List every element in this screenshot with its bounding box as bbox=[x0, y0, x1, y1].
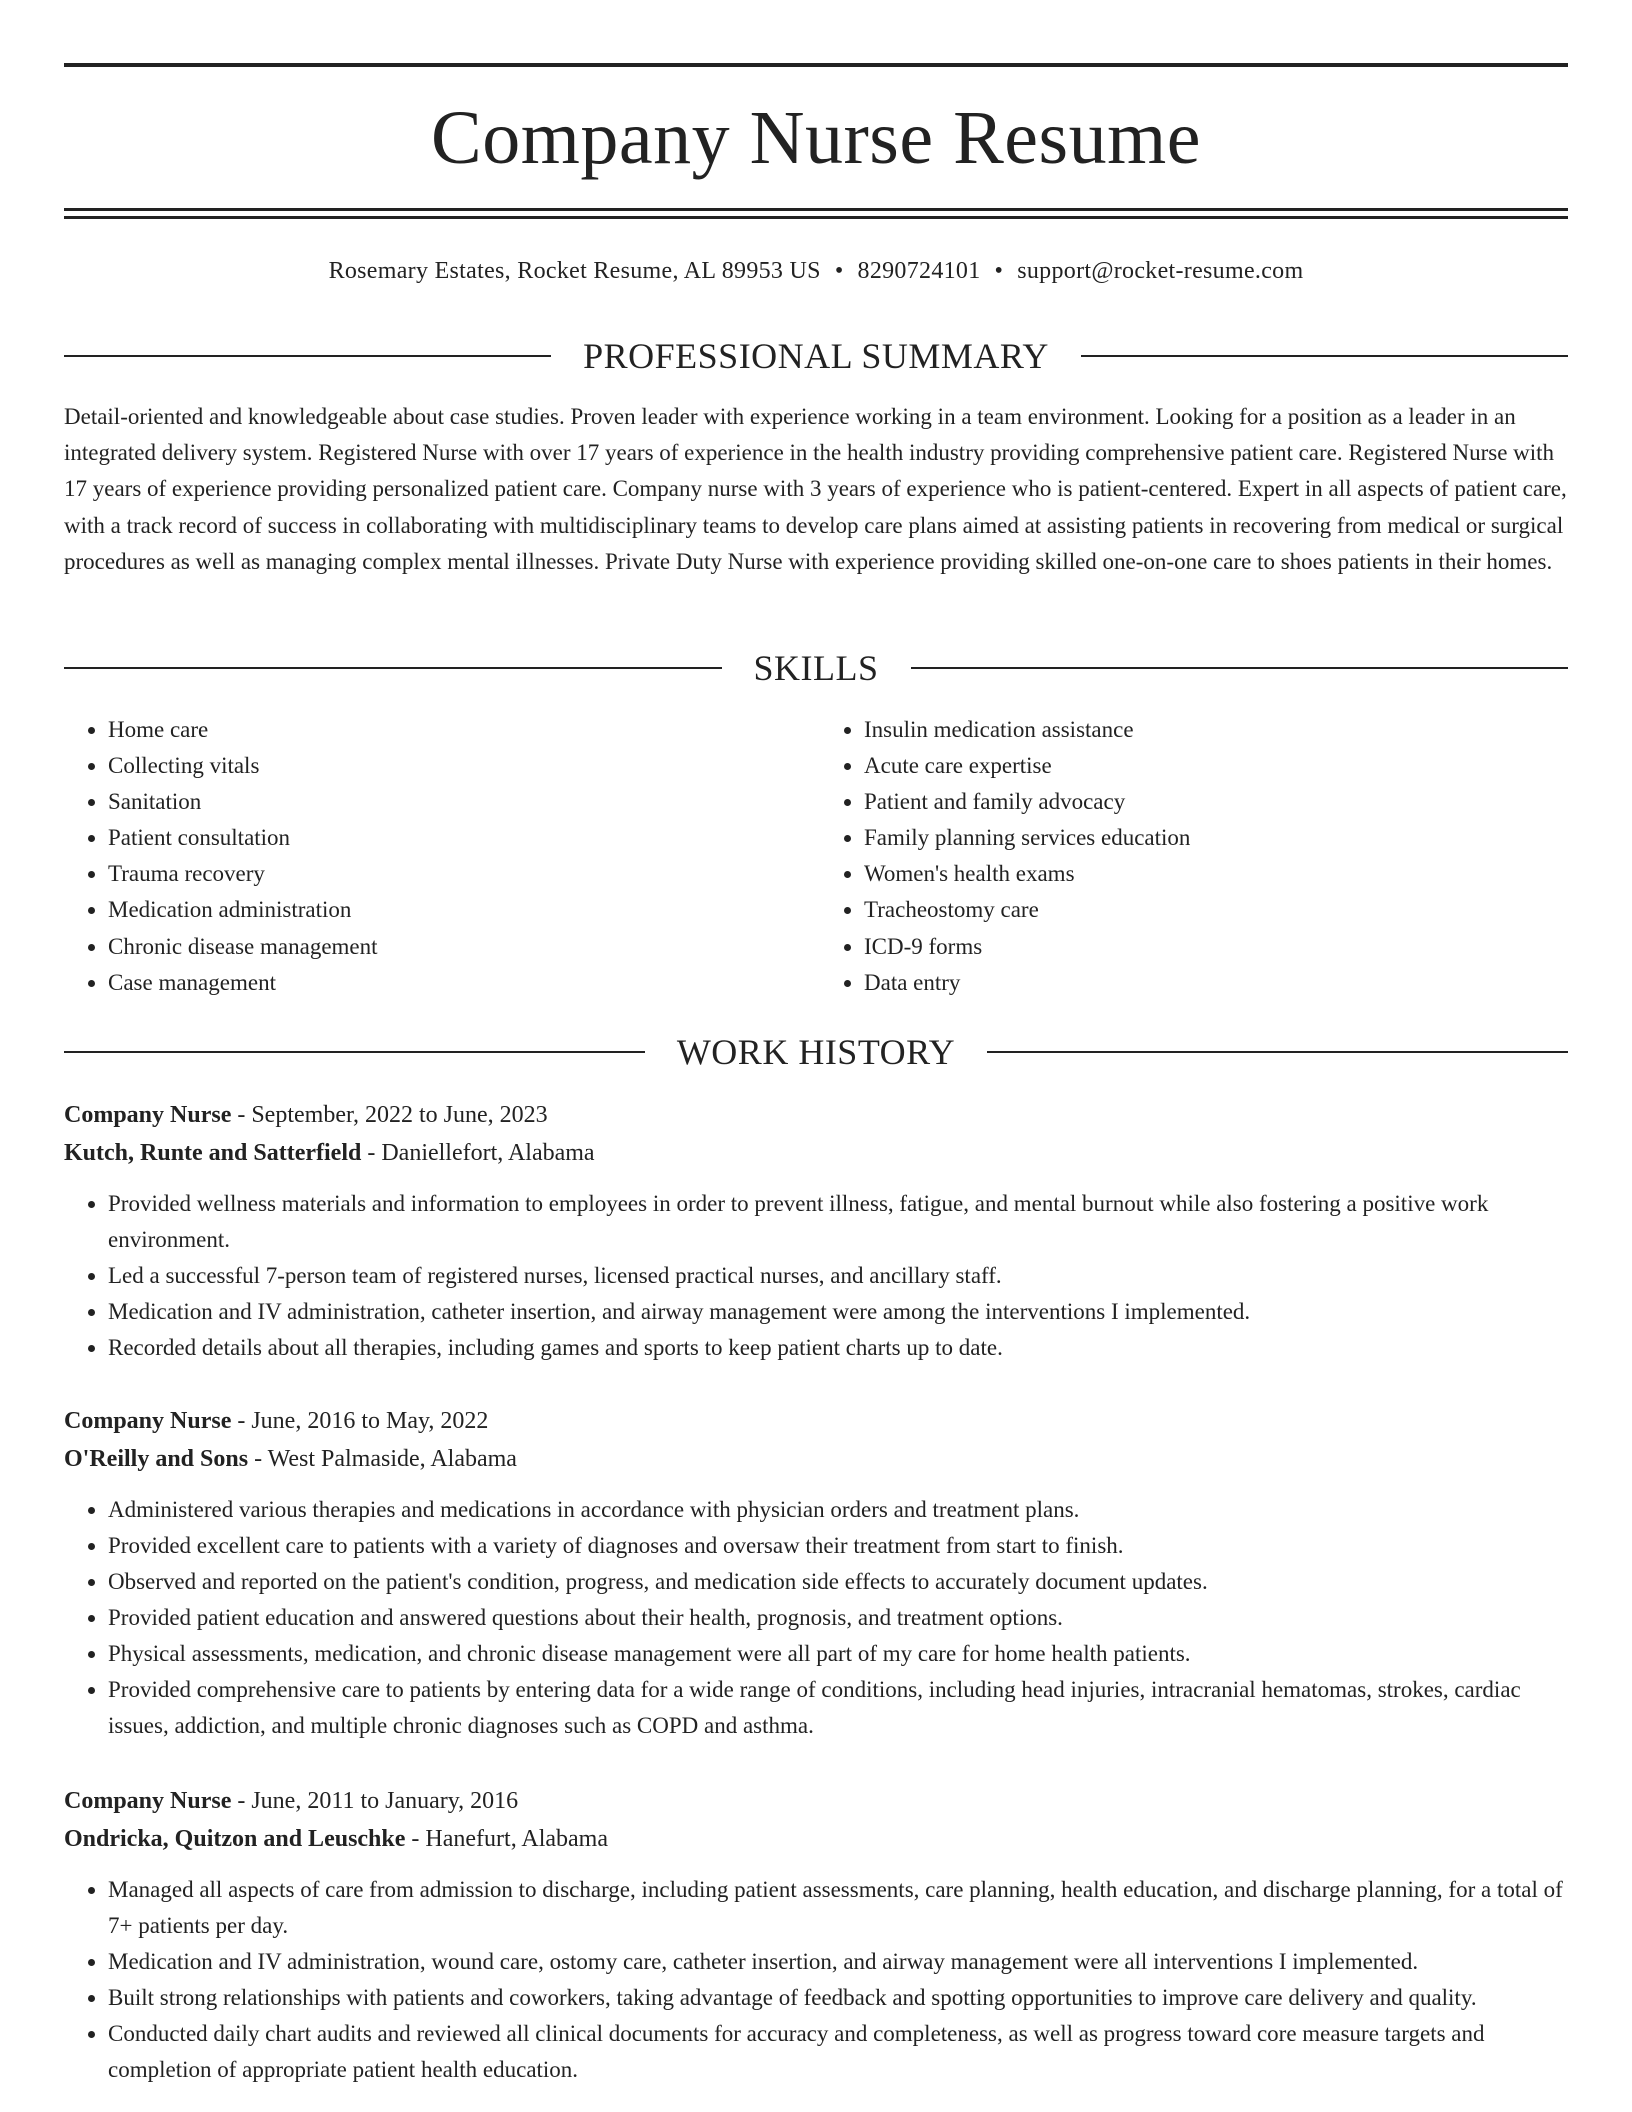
skills-column-right bbox=[806, 712, 1562, 1001]
skill-item: • Trauma recovery bbox=[108, 856, 806, 892]
contact-separator: • bbox=[834, 258, 844, 284]
skills-list bbox=[64, 712, 1568, 1001]
heading-rule-right bbox=[1081, 355, 1568, 357]
summary-section-heading bbox=[64, 334, 1568, 378]
job-bullet: • Provided wellness materials and information to employees in order to prevent illness, fatigue, and mental burnout while also fostering a positive work environment. bbox=[108, 1186, 1568, 1258]
summary-heading-label: PROFESSIONAL SUMMARY bbox=[583, 336, 1049, 376]
job-title-line bbox=[64, 1782, 1568, 1820]
contact-info bbox=[64, 254, 1568, 288]
resume-title: Company Nurse Resume bbox=[431, 96, 1201, 180]
job-title-line bbox=[64, 1096, 1568, 1134]
job-bullet: • Led a successful 7-person team of registered nurses, licensed practical nurses, and ancillary staff. bbox=[108, 1258, 1568, 1294]
job-company: Ondricka, Quitzon and Leuschke bbox=[64, 1826, 406, 1852]
job-dates: - June, 2011 to January, 2016 bbox=[231, 1788, 519, 1814]
skill-item: • Sanitation bbox=[108, 784, 806, 820]
job-bullet: • Recorded details about all therapies, including games and sports to keep patient charts up to date. bbox=[108, 1330, 1568, 1366]
skill-item: • ICD-9 forms bbox=[864, 929, 1562, 965]
job-company-line bbox=[64, 1820, 1568, 1858]
job-bullet: • Medication and IV administration, wound care, ostomy care, catheter insertion, and airway management were all interventions I implemented. bbox=[108, 1944, 1568, 1980]
heading-rule-right bbox=[911, 667, 1569, 669]
skill-item: • Patient consultation bbox=[108, 820, 806, 856]
job-bullet: • Provided patient education and answered questions about their health, prognosis, and treatment options. bbox=[108, 1600, 1568, 1636]
job-title: Company Nurse bbox=[64, 1102, 232, 1128]
skill-item: • Medication administration bbox=[108, 892, 806, 928]
job-bullets bbox=[64, 1872, 1568, 2088]
job-company: O'Reilly and Sons bbox=[64, 1446, 249, 1472]
skill-item: • Case management bbox=[108, 965, 806, 1001]
job-bullets bbox=[64, 1186, 1568, 1366]
header-top-rule bbox=[64, 63, 1568, 67]
job-bullet: • Administered various therapies and medications in accordance with physician orders and treatment plans. bbox=[108, 1492, 1568, 1528]
job-company-line bbox=[64, 1440, 1568, 1478]
heading-rule-right bbox=[987, 1051, 1568, 1053]
skill-item: • Data entry bbox=[864, 965, 1562, 1001]
job-title-line bbox=[64, 1402, 1568, 1440]
header-bottom-rule-inner bbox=[64, 216, 1568, 219]
job-bullet: • Physical assessments, medication, and chronic disease management were all part of my care for home health patients. bbox=[108, 1636, 1568, 1672]
job-dates: - June, 2016 to May, 2022 bbox=[231, 1408, 489, 1434]
job-location: - Daniellefort, Alabama bbox=[361, 1140, 595, 1166]
job-entry bbox=[64, 1402, 1568, 1744]
job-title: Company Nurse bbox=[64, 1408, 232, 1434]
job-company: Kutch, Runte and Satterfield bbox=[64, 1140, 362, 1166]
skill-item: • Collecting vitals bbox=[108, 748, 806, 784]
skill-item: • Patient and family advocacy bbox=[864, 784, 1562, 820]
job-location: - West Palmaside, Alabama bbox=[248, 1446, 517, 1472]
job-bullet: • Medication and IV administration, catheter insertion, and airway management were among the interventions I implemented. bbox=[108, 1294, 1568, 1330]
summary-text: Detail-oriented and knowledgeable about case studies. Proven leader with experience working in a team environment. Looking for a position as a leader in an integrated delivery system. Registered Nurse with over 17 years of experience in the health industry providing comprehensive patient care. Registered Nurse with 17 years of experience providing personalized patient care. Company nurse with 3 years of experience who is patient-centered. Expert in all aspects of patient care, with a track record of success in collaborating with multidisciplinary teams to develop care plans aimed at assisting patients in recovering from medical or surgical procedures as well as managing complex mental illnesses. Private Duty Nurse with experience providing skilled one-on-one care to shoes patients in their homes. bbox=[64, 404, 1567, 574]
skill-item: • Home care bbox=[108, 712, 806, 748]
header-bottom-rule bbox=[64, 208, 1568, 211]
contact-phone[interactable]: 8290724101 bbox=[857, 258, 981, 284]
work-section-heading bbox=[64, 1030, 1568, 1074]
skill-item: • Chronic disease management bbox=[108, 929, 806, 965]
job-bullet: • Built strong relationships with patients and coworkers, taking advantage of feedback and spotting opportunities to improve care delivery and quality. bbox=[108, 1980, 1568, 2016]
skill-item: • Family planning services education bbox=[864, 820, 1562, 856]
skill-item: • Women's health exams bbox=[864, 856, 1562, 892]
skill-item: • Insulin medication assistance bbox=[864, 712, 1562, 748]
skill-item: • Tracheostomy care bbox=[864, 892, 1562, 928]
skills-heading-label: SKILLS bbox=[753, 648, 879, 688]
contact-separator: • bbox=[994, 258, 1004, 284]
job-bullet: • Provided comprehensive care to patients by entering data for a wide range of conditions, including head injuries, intracranial hematomas, strokes, cardiac issues, addiction, and multiple chronic diagnoses such as COPD and asthma. bbox=[108, 1672, 1568, 1744]
skills-section-heading bbox=[64, 646, 1568, 690]
job-bullet: • Provided excellent care to patients with a variety of diagnoses and oversaw their treatment from start to finish. bbox=[108, 1528, 1568, 1564]
job-location: - Hanefurt, Alabama bbox=[405, 1826, 608, 1852]
job-entry bbox=[64, 1782, 1568, 2088]
contact-address: Rosemary Estates, Rocket Resume, AL 89953 US bbox=[328, 258, 821, 284]
job-dates: - September, 2022 to June, 2023 bbox=[231, 1102, 548, 1128]
heading-rule-left bbox=[64, 355, 551, 357]
job-bullet: • Conducted daily chart audits and reviewed all clinical documents for accuracy and completeness, as well as progress toward core measure targets and completion of appropriate patient health education. bbox=[108, 2016, 1568, 2088]
contact-email[interactable]: support@rocket-resume.com bbox=[1017, 258, 1304, 284]
job-bullet: • Managed all aspects of care from admission to discharge, including patient assessments, care planning, health education, and discharge planning, for a total of 7+ patients per day. bbox=[108, 1872, 1568, 1944]
work-heading-label: WORK HISTORY bbox=[676, 1032, 956, 1072]
job-company-line bbox=[64, 1134, 1568, 1172]
job-title: Company Nurse bbox=[64, 1788, 232, 1814]
heading-rule-left bbox=[64, 667, 722, 669]
job-bullets bbox=[64, 1492, 1568, 1744]
skills-column-left bbox=[64, 712, 806, 1001]
job-entry bbox=[64, 1096, 1568, 1366]
job-bullet: • Observed and reported on the patient's condition, progress, and medication side effects to accurately document updates. bbox=[108, 1564, 1568, 1600]
heading-rule-left bbox=[64, 1051, 645, 1053]
skill-item: • Acute care expertise bbox=[864, 748, 1562, 784]
